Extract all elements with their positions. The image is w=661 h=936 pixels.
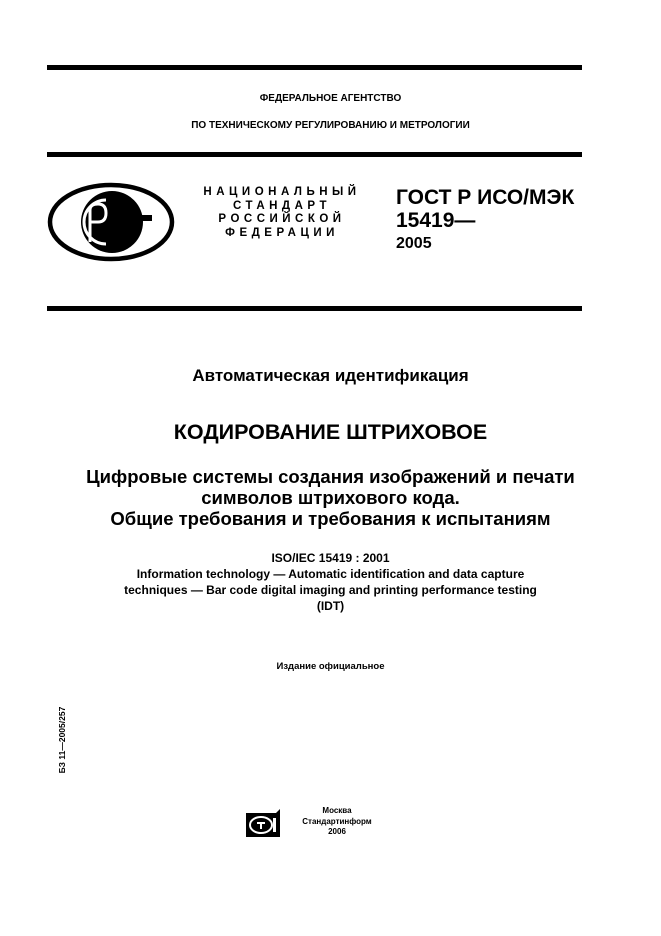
publisher-year: 2006 (328, 827, 346, 836)
iso-number: ISO/IEC 15419 : 2001 (271, 551, 390, 565)
header-rule (47, 152, 582, 157)
subject-heading: Автоматическая идентификация (192, 366, 469, 385)
agency-line-2: ПО ТЕХНИЧЕСКОМУ РЕГУЛИРОВАНИЮ И МЕТРОЛОГИИ (191, 120, 470, 131)
main-title: КОДИРОВАНИЕ ШТРИХОВОЕ (173, 420, 488, 444)
national-standard-line: ФЕДЕРАЦИИ (225, 226, 339, 239)
iso-title-line: Information technology — Automatic identification and data capture (136, 567, 525, 581)
top-rule (47, 65, 582, 70)
rst-gost-logo-icon (46, 182, 176, 262)
publisher-city: Москва (322, 806, 352, 815)
national-standard-label (196, 186, 368, 240)
publisher-name: Стандартинформ (302, 816, 372, 826)
iso-title-line: techniques — Bar code digital imaging and printing performance testing (124, 583, 537, 597)
designation-line-2: 15419— (396, 209, 476, 232)
official-edition-label: Издание официальное (276, 661, 385, 672)
publisher-imprint (287, 806, 387, 838)
national-standard-line: НАЦИОНАЛЬНЫЙ (203, 186, 361, 198)
side-code: БЗ 11—2005/257 (57, 706, 67, 774)
national-standard-line: СТАНДАРТ (233, 199, 331, 212)
subtitle-line: Цифровые системы создания изображений и печати (86, 466, 575, 487)
standard-designation (396, 186, 574, 256)
standartinform-logo-icon (246, 809, 282, 837)
designation-line-3: 2005 (396, 235, 432, 252)
title-rule (47, 306, 582, 311)
iso-title-line: (IDT) (316, 599, 345, 613)
iso-reference (0, 550, 661, 614)
subtitle-line: Общие требования и требования к испытаниям (110, 508, 551, 529)
subtitle (0, 466, 661, 529)
agency-line-1: ФЕДЕРАЛЬНОЕ АГЕНТСТВО (259, 93, 402, 104)
subtitle-line: символов штрихового кода. (201, 487, 460, 508)
designation-line-1: ГОСТ Р ИСО/МЭК (396, 186, 575, 209)
national-standard-line: РОССИЙСКОЙ (218, 213, 346, 225)
